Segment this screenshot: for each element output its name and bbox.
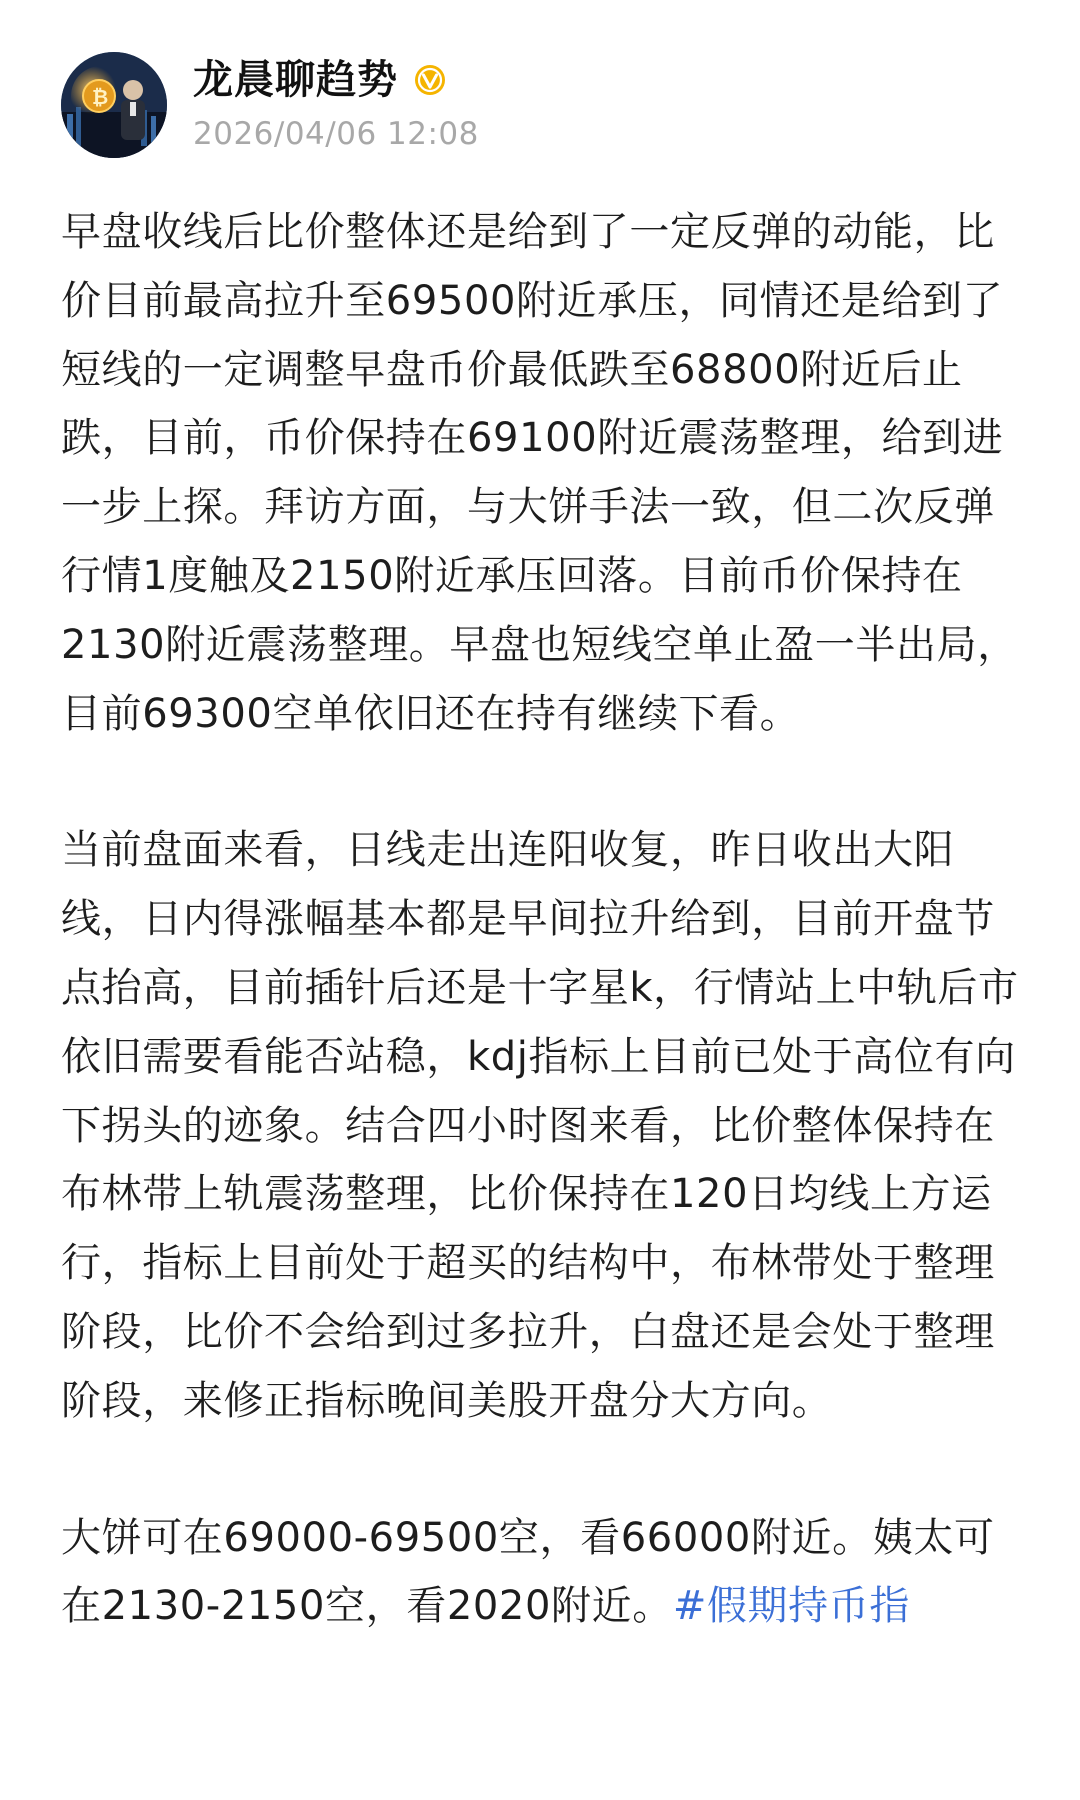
svg-text:₿: ₿ bbox=[92, 85, 109, 109]
verified-badge-icon bbox=[412, 62, 448, 98]
author-avatar[interactable] bbox=[61, 52, 167, 158]
avatar-image-icon bbox=[61, 52, 167, 158]
post-header bbox=[61, 52, 1021, 162]
hashtag-link[interactable]: #假期持币指 bbox=[672, 1583, 910, 1630]
post-paragraph-3-text: 大饼可在69000-69500空，看66000附近。姨太可在2130-2150空，看2020附近。 bbox=[61, 1514, 995, 1630]
post-paragraph-3 bbox=[61, 1504, 1021, 1642]
author-row bbox=[193, 56, 448, 104]
post-body bbox=[61, 198, 1021, 1641]
post-paragraph-1: 早盘收线后比价整体还是给到了一定反弹的动能，比价目前最高拉升至69500附近承压，同情还是给到了短线的一定调整早盘币价最低跌至68800附近后止跌，目前，币价保持在69100附近震荡整理，给到进一步上探。拜访方面，与大饼手法一致，但二次反弹行情1度触及2150附近承压回落。目前币价保持在2130附近震荡整理。早盘也短线空单止盈一半出局，目前69300空单依旧还在持有继续下看。 bbox=[61, 209, 1018, 737]
post-timestamp: 2026/04/06 12:08 bbox=[193, 116, 479, 152]
author-name[interactable]: 龙晨聊趋势 bbox=[193, 57, 398, 103]
post-paragraph-2: 当前盘面来看，日线走出连阳收复，昨日收出大阳线，日内得涨幅基本都是早间拉升给到，目前开盘节点抬高，目前插针后还是十字星k，行情站上中轨后市依旧需要看能否站稳，kdj指标上目前已处于高位有向下拐头的迹象。结合四小时图来看，比价整体保持在布林带上轨震荡整理，比价保持在120日均线上方运行，指标上目前处于超买的结构中，布林带处于整理阶段，比价不会给到过多拉升，白盘还是会处于整理阶段，来修正指标晚间美股开盘分大方向。 bbox=[61, 827, 1019, 1424]
